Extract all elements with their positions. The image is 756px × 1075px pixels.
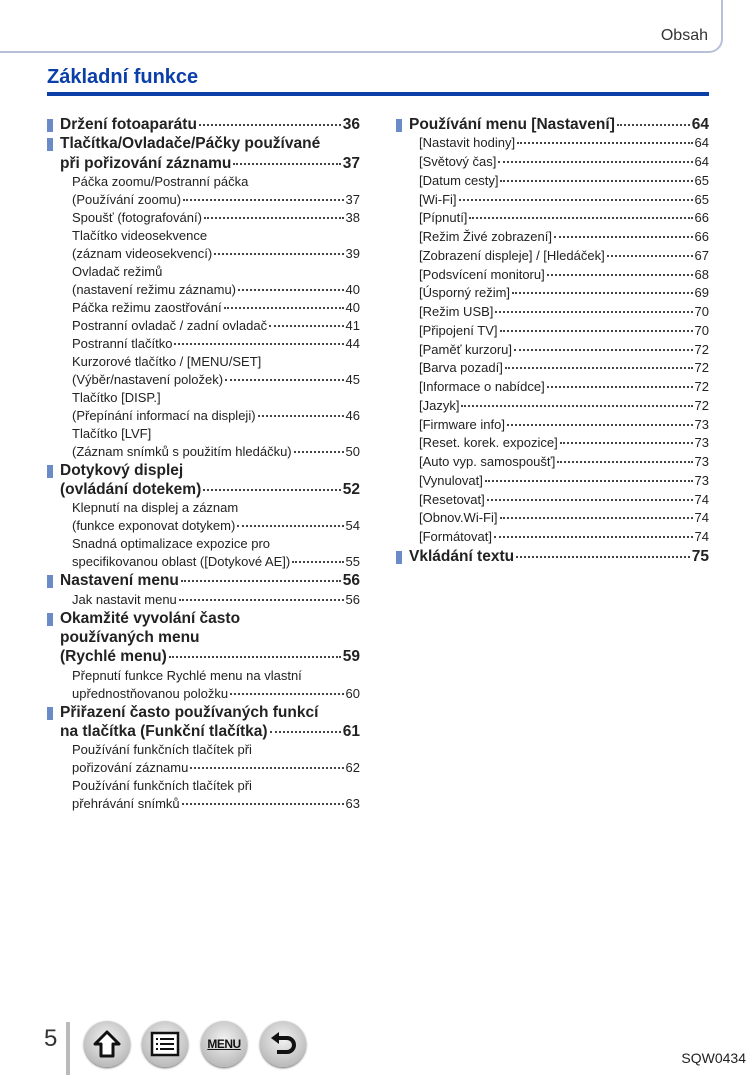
- toc-entry-text: Používání funkčních tlačítek při: [72, 742, 252, 758]
- toc-entry-text: při pořizování záznamu: [60, 154, 232, 172]
- dot-leader: [498, 161, 692, 163]
- toc-entry[interactable]: [396, 472, 709, 491]
- toc-page-number[interactable]: 65: [694, 172, 709, 188]
- back-arrow-icon: [268, 1029, 298, 1059]
- toc-heading[interactable]: [47, 571, 360, 590]
- toc-page-number[interactable]: 56: [342, 572, 360, 590]
- home-icon: [92, 1029, 122, 1059]
- toc-entry-text: (Přepínání informací na displeji): [72, 407, 256, 423]
- toc-entry-text: Tlačítko videosekvence: [72, 227, 208, 243]
- dot-leader: [507, 424, 693, 426]
- toc-entry-text: [Světový čas]: [419, 154, 497, 170]
- toc-page-number[interactable]: 75: [691, 547, 709, 565]
- dot-leader: [487, 499, 693, 501]
- toc-entry[interactable]: [396, 397, 709, 416]
- toc-page-number[interactable]: 74: [694, 491, 709, 507]
- toc-entry-text: Postranní ovladač / zadní ovladač: [72, 317, 268, 333]
- toc-right-column: [396, 115, 709, 566]
- title-rule: [47, 92, 709, 96]
- toc-page-number[interactable]: 38: [345, 209, 360, 225]
- dot-leader: [514, 349, 693, 351]
- toc-entry-text: Dotykový displej: [60, 461, 184, 479]
- toc-page-number[interactable]: 64: [691, 116, 709, 133]
- toc-entry-text: [Reset. korek. expozice]: [419, 435, 558, 451]
- toc-entry[interactable]: [47, 353, 360, 389]
- toc-entry-text: [Resetovat]: [419, 491, 485, 507]
- toc-page-number[interactable]: 73: [694, 435, 709, 451]
- toc-page-number[interactable]: 52: [342, 481, 360, 499]
- toc-page-number[interactable]: 72: [694, 397, 709, 413]
- dot-leader: [183, 199, 343, 201]
- toc-entry-text: (Výběr/nastavení položek): [72, 371, 224, 387]
- dot-leader: [203, 489, 341, 491]
- dot-leader: [516, 556, 690, 558]
- toc-entry-text: (Používání zoomu): [72, 191, 182, 207]
- toc-page-number[interactable]: 74: [694, 510, 709, 526]
- toc-entry[interactable]: [396, 491, 709, 510]
- dot-leader: [237, 525, 343, 527]
- toc-page-number[interactable]: 40: [345, 281, 360, 297]
- toc-entry-text: Držení fotoaparátu: [60, 116, 197, 133]
- contents-link[interactable]: Obsah: [660, 27, 708, 44]
- toc-entry[interactable]: [396, 359, 709, 378]
- dot-leader: [512, 292, 693, 294]
- toc-entry-text: [Režim USB]: [419, 304, 494, 320]
- toc-page-number[interactable]: 64: [694, 154, 709, 170]
- dot-leader: [238, 289, 344, 291]
- toc-entry-text: Tlačítko [DISP.]: [72, 389, 161, 405]
- toc-entry[interactable]: [396, 266, 709, 285]
- dot-leader: [505, 367, 693, 369]
- dot-leader: [500, 517, 693, 519]
- toc-entry-text: [Barva pozadí]: [419, 360, 503, 376]
- toc-entry-text: Spoušť (fotografování): [72, 209, 202, 225]
- dot-leader: [230, 693, 343, 695]
- dot-leader: [269, 325, 343, 327]
- toc-page-number[interactable]: 70: [694, 304, 709, 320]
- toc-entry-text: Ovladač režimů: [72, 263, 163, 279]
- dot-leader: [485, 480, 693, 482]
- toc-entry-text: na tlačítka (Funkční tlačítka): [60, 722, 268, 740]
- dot-leader: [169, 656, 341, 658]
- toc-entry-text: pořizování záznamu: [72, 760, 189, 776]
- dot-leader: [617, 124, 690, 126]
- dot-leader: [554, 236, 693, 238]
- toc-page-number[interactable]: 39: [345, 245, 360, 261]
- toc-page-number[interactable]: 36: [342, 116, 360, 133]
- dot-leader: [517, 142, 692, 144]
- dot-leader: [199, 124, 341, 126]
- toc-entry-text: Klepnutí na displej a záznam: [72, 500, 239, 516]
- home-button[interactable]: [84, 1021, 130, 1067]
- toc-page-number[interactable]: 63: [345, 796, 360, 812]
- dot-leader: [607, 255, 693, 257]
- toc-heading[interactable]: [396, 547, 709, 566]
- toc-entry-text: Páčka režimu zaostřování: [72, 299, 222, 315]
- toc-entry[interactable]: [47, 425, 360, 461]
- contents-button[interactable]: [142, 1021, 188, 1067]
- toc-entry-text: [Datum cesty]: [419, 172, 499, 188]
- dot-leader: [461, 405, 692, 407]
- toc-entry-text: [Režim Živé zobrazení]: [419, 229, 552, 245]
- toc-entry[interactable]: [396, 191, 709, 210]
- toc-entry-text: [Firmware info]: [419, 416, 505, 432]
- toc-entry[interactable]: [47, 317, 360, 335]
- toc-page-number[interactable]: 72: [694, 341, 709, 357]
- toc-entry[interactable]: [47, 535, 360, 571]
- toc-page-number[interactable]: 62: [345, 760, 360, 776]
- dot-leader: [233, 163, 340, 165]
- toc-page-number[interactable]: 41: [345, 317, 360, 333]
- toc-entry[interactable]: [396, 378, 709, 397]
- toc-entry-text: [Pípnutí]: [419, 210, 468, 226]
- toc-page-number[interactable]: 61: [342, 722, 360, 740]
- toc-page-number[interactable]: 50: [345, 443, 360, 459]
- toc-entry-text: Okamžité vyvolání často: [60, 609, 241, 627]
- dot-leader: [560, 442, 693, 444]
- dot-leader: [500, 180, 692, 182]
- page-title: Základní funkce: [47, 66, 199, 88]
- toc-entry[interactable]: [396, 284, 709, 303]
- toc-entry-text: [Připojení TV]: [419, 322, 498, 338]
- toc-entry[interactable]: [47, 777, 360, 813]
- toc-heading[interactable]: [396, 115, 709, 134]
- toc-page-number[interactable]: 37: [345, 191, 360, 207]
- toc-page-number[interactable]: 73: [694, 472, 709, 488]
- toc-entry[interactable]: [396, 228, 709, 247]
- toc-entry-text: přehrávání snímků: [72, 796, 180, 812]
- dot-leader: [181, 580, 341, 582]
- toc-entry-text: [Formátovat]: [419, 529, 492, 545]
- toc-page-number[interactable]: 54: [345, 518, 360, 534]
- page-number: 5: [44, 1025, 58, 1052]
- toc-entry-text: [Zobrazení displeje] / [Hledáček]: [419, 247, 605, 263]
- toc-page-number[interactable]: 46: [345, 407, 360, 423]
- dot-leader: [224, 307, 344, 309]
- toc-entry-text: [Obnov.Wi-Fi]: [419, 510, 498, 526]
- back-button[interactable]: [260, 1021, 306, 1067]
- toc-entry-text: [Podsvícení monitoru]: [419, 266, 545, 282]
- toc-entry[interactable]: [396, 303, 709, 322]
- toc-entry-text: [Vynulovat]: [419, 472, 483, 488]
- toc-page-number[interactable]: 74: [694, 529, 709, 545]
- toc-entry-text: (ovládání dotekem): [60, 481, 202, 499]
- dot-leader: [500, 330, 693, 332]
- toc-entry[interactable]: [47, 263, 360, 299]
- toc-page-number[interactable]: 65: [694, 191, 709, 207]
- toc-entry[interactable]: [47, 173, 360, 209]
- dot-leader: [469, 217, 692, 219]
- toc-page-number[interactable]: 45: [345, 371, 360, 387]
- dot-leader: [190, 767, 343, 769]
- toc-entry-text: Páčka zoomu/Postranní páčka: [72, 173, 249, 189]
- toc-entry[interactable]: [396, 434, 709, 453]
- toc-page-number[interactable]: 69: [694, 285, 709, 301]
- toc-heading[interactable]: [47, 115, 360, 134]
- dot-leader: [182, 803, 344, 805]
- footer-divider: [66, 1022, 70, 1075]
- toc-entry[interactable]: [47, 741, 360, 777]
- dot-leader: [294, 451, 344, 453]
- toc-page-number[interactable]: 72: [694, 360, 709, 376]
- dot-leader: [459, 199, 693, 201]
- dot-leader: [179, 599, 344, 601]
- dot-leader: [258, 415, 344, 417]
- toc-entry-text: (Rychlé menu): [60, 648, 167, 666]
- toc-entry[interactable]: [396, 153, 709, 172]
- toc-entry-text: Používání funkčních tlačítek při: [72, 778, 252, 794]
- toc-entry[interactable]: [47, 299, 360, 317]
- toc-page-number[interactable]: 68: [694, 266, 709, 282]
- toc-page-number[interactable]: 66: [694, 210, 709, 226]
- menu-icon: MENU: [207, 1037, 241, 1051]
- toc-entry[interactable]: [396, 134, 709, 153]
- toc-entry[interactable]: [47, 389, 360, 425]
- toc-entry[interactable]: [396, 247, 709, 266]
- toc-entry-text: upřednostňovanou položku: [72, 685, 229, 701]
- toc-entry[interactable]: [396, 209, 709, 228]
- dot-leader: [547, 386, 693, 388]
- dot-leader: [204, 217, 344, 219]
- list-icon: [150, 1031, 180, 1057]
- toc-page-number[interactable]: 70: [694, 322, 709, 338]
- toc-entry[interactable]: [396, 509, 709, 528]
- toc-page-number[interactable]: 55: [345, 554, 360, 570]
- toc-entry-text: používaných menu: [60, 629, 200, 647]
- toc-entry-text: Používání menu [Nastavení]: [409, 116, 615, 133]
- document-code: SQW0434: [681, 1050, 746, 1066]
- toc-entry[interactable]: [47, 591, 360, 609]
- toc-entry-text: (Záznam snímků s použitím hledáčku): [72, 443, 292, 459]
- toc-entry-text: Vkládání textu: [409, 547, 515, 565]
- dot-leader: [270, 731, 341, 733]
- toc-page-number[interactable]: 44: [345, 335, 360, 351]
- toc-entry-text: Tlačítka/Ovladače/Páčky používané: [60, 135, 321, 153]
- toc-entry[interactable]: [396, 341, 709, 360]
- toc-entry[interactable]: [396, 322, 709, 341]
- toc-entry-text: [Informace o nabídce]: [419, 379, 545, 395]
- toc-entry-text: Postranní tlačítko: [72, 335, 173, 351]
- dot-leader: [292, 561, 343, 563]
- toc-entry[interactable]: [396, 528, 709, 547]
- toc-entry-text: [Úsporný režim]: [419, 285, 511, 301]
- toc-entry[interactable]: [47, 227, 360, 263]
- toc-entry-text: [Auto vyp. samospoušť]: [419, 454, 556, 470]
- toc-entry-text: Jak nastavit menu: [72, 591, 177, 607]
- toc-heading[interactable]: [47, 134, 360, 173]
- toc-entry-text: Přepnutí funkce Rychlé menu na vlastní: [72, 667, 302, 683]
- menu-button[interactable]: [201, 1021, 247, 1067]
- toc-page-number[interactable]: 73: [694, 416, 709, 432]
- toc-heading[interactable]: [47, 461, 360, 500]
- toc-page-number[interactable]: 59: [342, 648, 360, 666]
- toc-heading[interactable]: [47, 703, 360, 742]
- toc-page-number[interactable]: 37: [342, 154, 360, 172]
- dot-leader: [174, 343, 343, 345]
- toc-entry[interactable]: [396, 453, 709, 472]
- toc-entry-text: specifikovanou oblast ([Dotykové AE]): [72, 554, 291, 570]
- toc-entry-text: Nastavení menu: [60, 572, 179, 590]
- toc-entry-text: Kurzorové tlačítko / [MENU/SET]: [72, 353, 262, 369]
- toc-entry[interactable]: [396, 416, 709, 435]
- toc-entry-text: Snadná optimalizace expozice pro: [72, 536, 271, 552]
- toc-page-number[interactable]: 73: [694, 454, 709, 470]
- toc-entry[interactable]: [47, 499, 360, 535]
- toc-entry-text: [Paměť kurzoru]: [419, 341, 513, 357]
- dot-leader: [214, 253, 343, 255]
- toc-entry[interactable]: [47, 667, 360, 703]
- toc-page-number[interactable]: 56: [345, 591, 360, 607]
- toc-entry-text: (nastavení režimu záznamu): [72, 281, 237, 297]
- toc-page-number[interactable]: 67: [694, 247, 709, 263]
- toc-entry-text: [Wi-Fi]: [419, 191, 457, 207]
- toc-page-number[interactable]: 66: [694, 229, 709, 245]
- dot-leader: [557, 461, 692, 463]
- dot-leader: [225, 379, 344, 381]
- toc-page-number[interactable]: 64: [694, 135, 709, 151]
- toc-entry-text: (záznam videosekvencí): [72, 245, 213, 261]
- toc-left-column: [47, 115, 360, 813]
- toc-page-number[interactable]: 72: [694, 379, 709, 395]
- toc-entry[interactable]: [47, 335, 360, 353]
- toc-entry-text: [Jazyk]: [419, 397, 460, 413]
- toc-entry[interactable]: [47, 209, 360, 227]
- dot-leader: [494, 536, 693, 538]
- dot-leader: [547, 274, 693, 276]
- toc-page-number[interactable]: 40: [345, 299, 360, 315]
- toc-heading[interactable]: [47, 609, 360, 667]
- header-frame: [0, 0, 723, 53]
- toc-entry-text: Přiřazení často používaných funkcí: [60, 703, 319, 721]
- dot-leader: [495, 311, 692, 313]
- toc-entry[interactable]: [396, 172, 709, 191]
- toc-page-number[interactable]: 60: [345, 685, 360, 701]
- toc-entry-text: Tlačítko [LVF]: [72, 425, 152, 441]
- toc-entry-text: [Nastavit hodiny]: [419, 135, 516, 151]
- toc-entry-text: (funkce exponovat dotykem): [72, 518, 236, 534]
